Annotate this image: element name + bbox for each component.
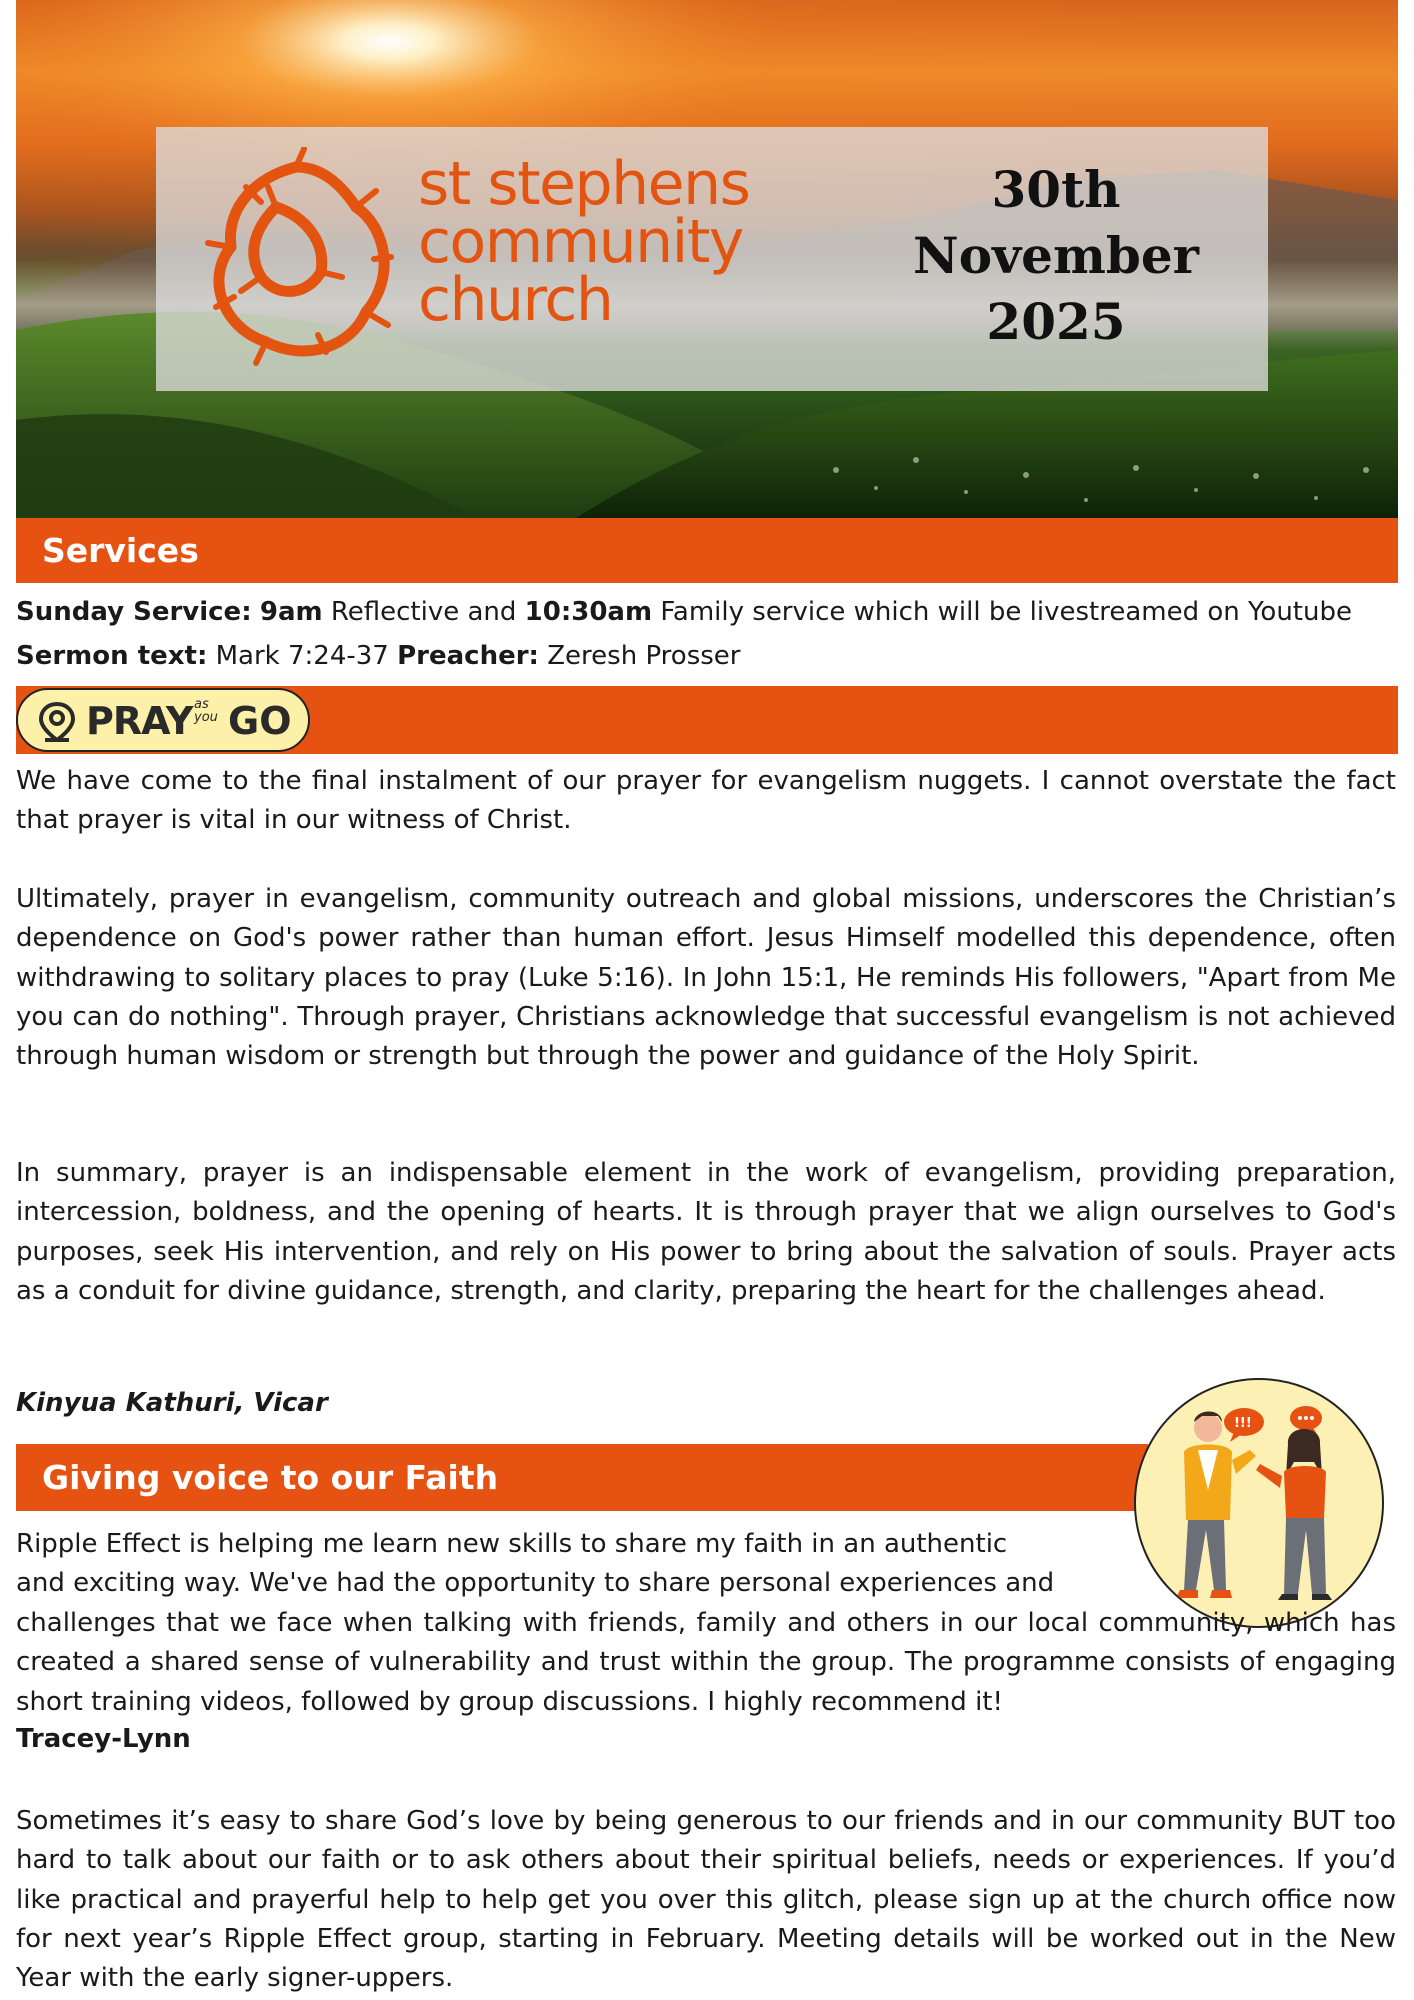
talking-people-illustration <box>1134 1378 1384 1628</box>
woman-figure <box>1256 1429 1332 1600</box>
svg-text:!!!: !!! <box>1234 1416 1252 1431</box>
man-figure <box>1176 1412 1256 1599</box>
church-name-line-1: st stephens <box>418 149 750 219</box>
crown-of-thorns-logo <box>186 147 406 371</box>
sermon-line <box>16 637 740 676</box>
service-time-1: 9am <box>259 597 323 627</box>
preacher-label: Preacher: <box>397 641 539 671</box>
ripple-signup-paragraph: Sometimes it’s easy to share God’s love by being generous to our friends and in our community BUT too hard to talk about our faith or to ask others about their spiritual beliefs, needs or experiences. If you’d like practical and prayerful help to help get you over this glitch, please sign up at the church office now for next year’s Ripple Effect group, starting in February. Meeting details will be worked out in the New Year with the early signer-uppers. <box>16 1806 1396 1994</box>
faith-heading-bar <box>16 1444 1148 1511</box>
church-name <box>418 149 778 335</box>
sunday-service-label: Sunday Service: <box>16 597 252 627</box>
pray-as-you-go-logo <box>16 688 310 752</box>
service-text-1: Reflective and <box>322 597 525 627</box>
logo-word-go: GO <box>228 699 292 743</box>
service-text-2: Family service which will be livestreamed on Youtube <box>652 597 1352 627</box>
date-month: November <box>913 226 1199 285</box>
pray-paragraph-1: We have come to the final instalment of our prayer for evangelism nuggets. I cannot overstate the fact that prayer is vital in our witness of Christ. <box>16 766 1396 836</box>
ripple-quote-line-2: and exciting way. We've had the opportunity to share personal experiences and <box>16 1568 1055 1599</box>
location-pin-icon <box>38 702 76 742</box>
services-heading-bar <box>16 518 1398 583</box>
ripple-quote-line-1: Ripple Effect is helping me learn new skills to share my faith in an authentic <box>16 1529 1008 1559</box>
pray-author: Kinyua Kathuri, Vicar <box>16 1388 328 1418</box>
preacher-value: Zeresh Prosser <box>538 641 741 671</box>
sunday-service-line <box>16 593 1352 632</box>
sermon-value: Mark 7:24-37 <box>207 641 398 671</box>
pray-paragraph-2: Ultimately, prayer in evangelism, community outreach and global missions, underscores the Christian’s dependence on God's power rather than human effort. Jesus Himself modelled this dependence, often withdrawing to solitary places to pray (Luke 5:16). In John 15:1, He reminds His followers, "Apart from Me you can do nothing". Through prayer, Christians acknowledge that successful evangelism is not achieved through human wisdom or strength but through the power and guidance of the Holy Spirit. <box>16 884 1396 1072</box>
header-banner <box>16 0 1398 518</box>
pray-heading-bar <box>16 686 1398 754</box>
ripple-quote-opening <box>16 1525 1096 1604</box>
logo-word-as-you: as you <box>194 697 218 725</box>
speech-bubble-icon <box>1224 1408 1264 1442</box>
sermon-label: Sermon text: <box>16 641 208 671</box>
quote-author: Tracey-Lynn <box>16 1724 191 1754</box>
issue-date <box>896 157 1216 355</box>
date-day: 30th <box>991 160 1121 219</box>
church-name-line-2: community <box>418 207 743 277</box>
ripple-quote-rest: challenges that we face when talking with friends, family and others in our local community, which has created a shared sense of vulnerability and trust within the group. The programme consists of engaging short training videos, followed by group discussions. I highly recommend it! <box>16 1608 1396 1717</box>
services-heading: Services <box>42 531 199 570</box>
faith-heading: Giving voice to our Faith <box>42 1458 499 1497</box>
date-year: 2025 <box>986 292 1126 351</box>
logo-word-pray: PRAY <box>86 699 193 743</box>
service-time-2: 10:30am <box>524 597 653 627</box>
title-box <box>156 127 1268 391</box>
church-name-line-3: church <box>418 265 613 335</box>
pray-paragraph-3: In summary, prayer is an indispensable element in the work of evangelism, providing preparation, intercession, boldness, and the opening of hearts. It is through prayer that we align ourselves to God's purposes, seek His intervention, and rely on His power to bring about the salvation of souls. Prayer acts as a conduit for divine guidance, strength, and clarity, preparing the heart for the challenges ahead. <box>16 1158 1396 1306</box>
